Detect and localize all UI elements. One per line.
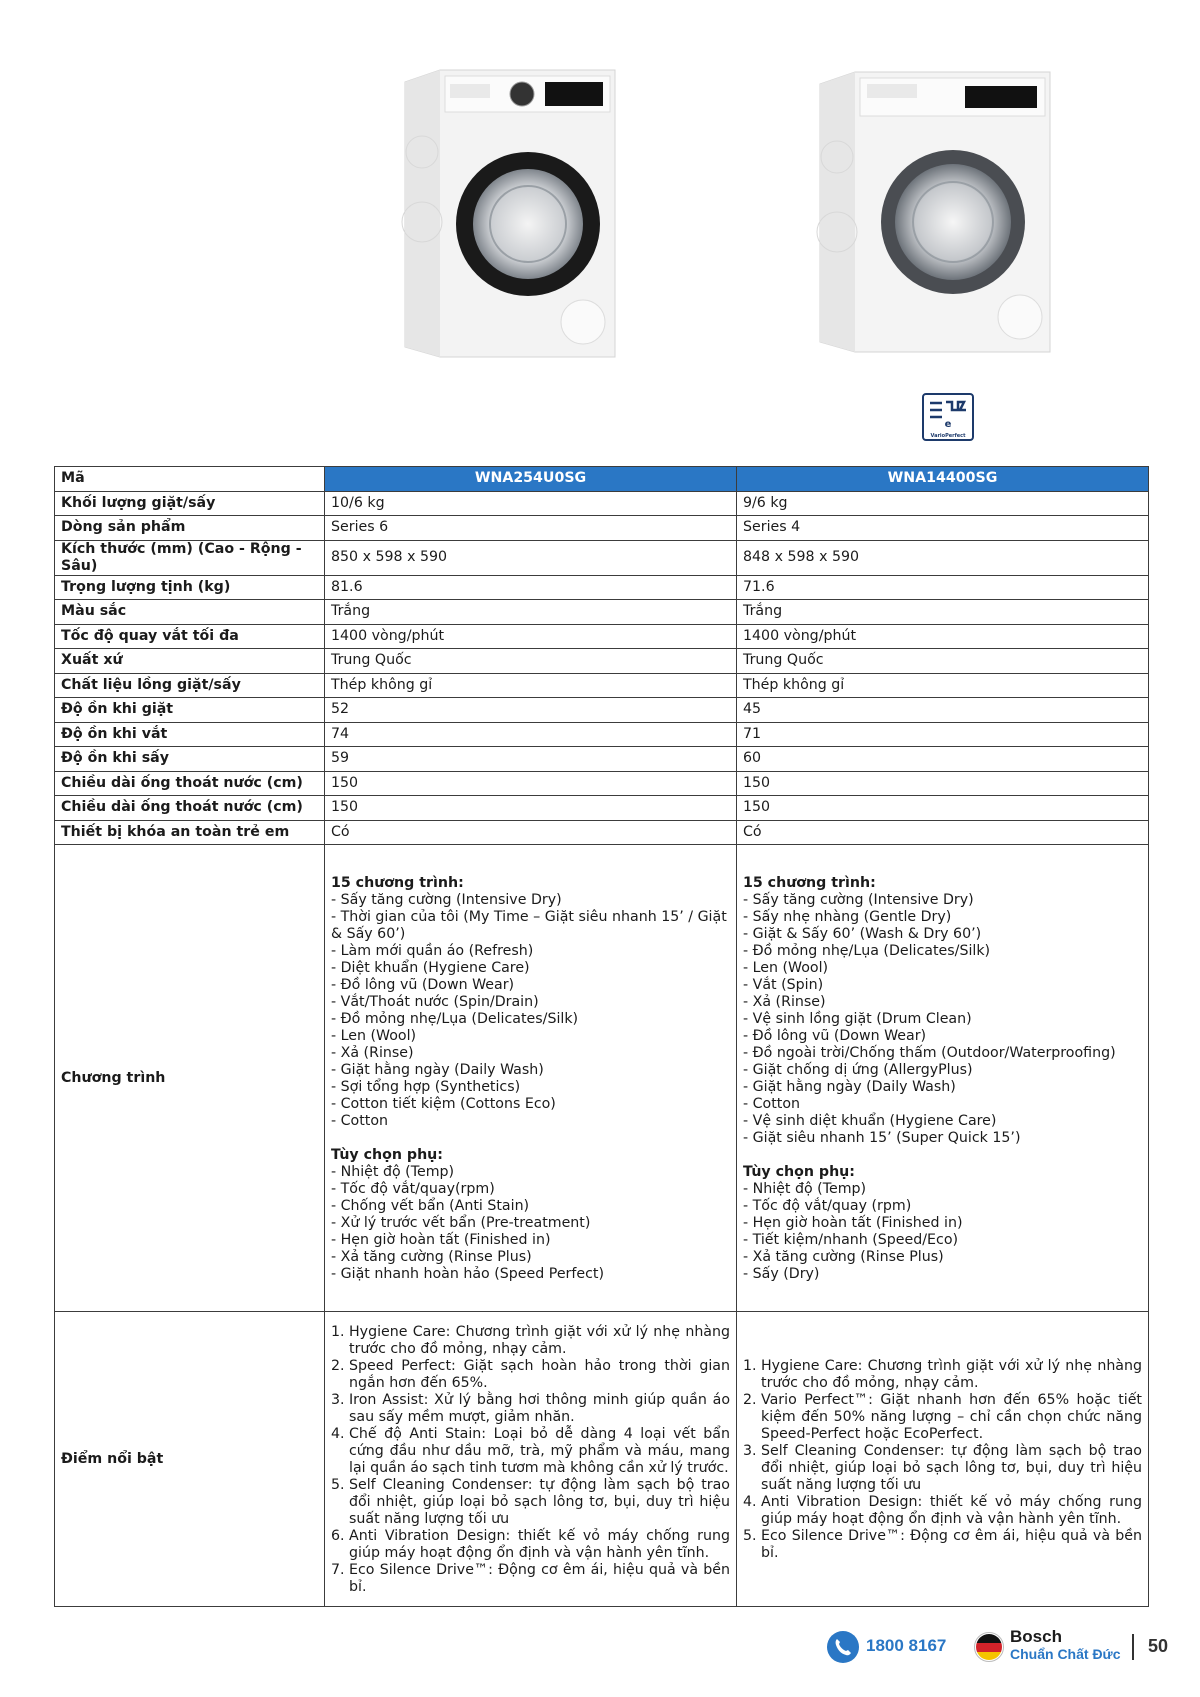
table-row [55,673,1149,698]
programs-list [743,892,1142,1147]
list-item: - Giặt hằng ngày (Daily Wash) [743,1079,956,1095]
list-item: 1. Hygiene Care: Chương trình giặt với xử lý nhẹ nhàng trước cho đồ mỏng, nhạy cảm. [349,1324,730,1358]
hotline-number[interactable]: 1800 8167 [866,1636,947,1655]
row-label: Thiết bị khóa an toàn trẻ em [55,820,325,845]
list-item: - Đồ lông vũ (Down Wear) [743,1028,927,1044]
row-value-model-2: 71.6 [737,575,1149,600]
list-item: - Hẹn giờ hoàn tất (Finished in) [743,1215,963,1231]
phone-icon [826,1630,860,1664]
row-label: Khối lượng giặt/sấy [55,491,325,516]
washer-dryer-image-1 [400,62,620,362]
row-value-model-1: Series 6 [325,516,737,541]
list-item: - Cotton tiết kiệm (Cottons Eco) [331,1096,556,1112]
highlights-model-2 [737,1312,1149,1607]
highlights-model-1 [325,1312,737,1607]
row-value-model-2: Series 4 [737,516,1149,541]
vario-perfect-label: VarioPerfect [930,433,966,439]
list-item: - Diệt khuẩn (Hygiene Care) [331,960,530,976]
footer-divider [1132,1634,1134,1660]
list-item: - Tốc độ vắt/quay(rpm) [331,1181,495,1197]
row-value-model-1: 1400 vòng/phút [325,624,737,649]
list-item: - Làm mới quần áo (Refresh) [331,943,534,959]
options-list [743,1181,1142,1283]
list-item: - Xả (Rinse) [743,994,826,1010]
row-value-model-1: Trung Quốc [325,649,737,674]
list-item: - Cotton [743,1096,801,1112]
list-item: - Vệ sinh diệt khuẩn (Hygiene Care) [743,1113,997,1129]
table-row [55,722,1149,747]
row-label: Chương trình [55,845,325,1312]
list-item: 7. Eco Silence Drive™: Động cơ êm ái, hiệu quả và bền bỉ. [349,1562,730,1596]
row-value-model-1: 10/6 kg [325,491,737,516]
row-value-model-2: 150 [737,771,1149,796]
row-value-model-1: 150 [325,796,737,821]
row-value-model-2: 150 [737,796,1149,821]
row-label: Màu sắc [55,600,325,625]
row-label: Trọng lượng tịnh (kg) [55,575,325,600]
row-value-model-1: 150 [325,771,737,796]
row-value-model-2: Thép không gỉ [737,673,1149,698]
footer [826,1628,1186,1668]
page-number: 50 [1148,1636,1169,1656]
row-value-model-2: Trắng [737,600,1149,625]
list-item: - Giặt nhanh hoàn hảo (Speed Perfect) [331,1266,604,1282]
list-item: - Chống vết bẩn (Anti Stain) [331,1198,530,1214]
list-item: - Xả tăng cường (Rinse Plus) [743,1249,944,1265]
list-item: - Tiết kiệm/nhanh (Speed/Eco) [743,1232,959,1248]
list-item: - Vắt/Thoát nước (Spin/Drain) [331,994,539,1010]
row-value-model-1: Trắng [325,600,737,625]
row-value-model-2: 71 [737,722,1149,747]
header-label: Mã [55,467,325,492]
list-item: - Len (Wool) [331,1028,417,1044]
table-row [55,624,1149,649]
spacer [743,1147,1142,1164]
list-item: 4. Chế độ Anti Stain: Loại bỏ dễ dàng 4 loại vết bẩn cứng đầu như dầu mỡ, trà, mỹ phẩm và máu, mang lại quần áo sạch tinh tươm mà không cần xử lý trước. [349,1426,730,1477]
row-label: Kích thước (mm) (Cao - Rộng - Sâu) [55,540,325,575]
list-item: - Vệ sinh lồng giặt (Drum Clean) [743,1011,972,1027]
programs-list-model-2 [737,845,1149,1312]
list-item: 3. Iron Assist: Xử lý bằng hơi thông minh giúp quần áo sau sấy mềm mượt, giảm nhăn. [349,1392,730,1426]
list-item: - Vắt (Spin) [743,977,824,993]
table-row [55,698,1149,723]
row-label: Chất liệu lồng giặt/sấy [55,673,325,698]
list-item: - Sấy (Dry) [743,1266,820,1282]
table-row [55,820,1149,845]
list-item: - Giặt siêu nhanh 15’ (Super Quick 15’) [743,1130,1021,1146]
table-row [55,771,1149,796]
row-value-model-1: Có [325,820,737,845]
row-value-model-2: 1400 vòng/phút [737,624,1149,649]
row-value-model-2: 60 [737,747,1149,772]
list-item: - Len (Wool) [743,960,829,976]
table-row [55,796,1149,821]
list-item: - Giặt chống dị ứng (AllergyPlus) [743,1062,973,1078]
row-value-model-2: Trung Quốc [737,649,1149,674]
programs-title: 15 chương trình: [743,875,876,891]
list-item: 4. Anti Vibration Design: thiết kế vỏ máy chống rung giúp máy hoạt động ổn định và vận hành yên tĩnh. [761,1494,1142,1528]
list-item: - Hẹn giờ hoàn tất (Finished in) [331,1232,551,1248]
spec-table [54,466,1149,1607]
table-row [55,516,1149,541]
options-title: Tùy chọn phụ: [331,1147,443,1163]
list-item: 2. Speed Perfect: Giặt sạch hoàn hảo trong thời gian ngắn hơn đến 65%. [349,1358,730,1392]
row-value-model-1: Thép không gỉ [325,673,737,698]
list-item: - Sấy nhẹ nhàng (Gentle Dry) [743,909,952,925]
list-item: - Cotton [331,1113,389,1129]
list-item: - Sấy tăng cường (Intensive Dry) [331,892,562,908]
list-item: 2. Vario Perfect™: Giặt nhanh hơn đến 65% hoặc tiết kiệm đến 50% năng lượng – chỉ cần chọn chức năng Speed-Perfect hoặc EcoPerfect. [761,1392,1142,1443]
list-item: - Thời gian của tôi (My Time – Giặt siêu nhanh 15’ / Giặt & Sấy 60’) [331,909,727,942]
list-item: - Đồ lông vũ (Down Wear) [331,977,515,993]
programs-list-model-1 [325,845,737,1312]
list-item: - Nhiệt độ (Temp) [743,1181,867,1197]
list-item: - Đồ ngoài trời/Chống thấm (Outdoor/Waterproofing) [743,1045,1116,1061]
list-item: 6. Anti Vibration Design: thiết kế vỏ máy chống rung giúp máy hoạt động ổn định và vận hành yên tĩnh. [349,1528,730,1562]
row-label: Dòng sản phẩm [55,516,325,541]
table-header-row [55,467,1149,492]
table-row [55,649,1149,674]
list-item: - Sấy tăng cường (Intensive Dry) [743,892,974,908]
row-label: Chiều dài ống thoát nước (cm) [55,771,325,796]
highlights-row [55,1312,1149,1607]
vario-perfect-icon [922,393,974,441]
row-value-model-1: 59 [325,747,737,772]
list-item: - Đồ mỏng nhẹ/Lụa (Delicates/Silk) [743,943,991,959]
list-item: 5. Eco Silence Drive™: Động cơ êm ái, hiệu quả và bền bỉ. [761,1528,1142,1562]
highlights-list [331,1324,730,1596]
row-value-model-1: 74 [325,722,737,747]
programs-list [331,892,730,1130]
row-value-model-2: 9/6 kg [737,491,1149,516]
highlights-list [743,1358,1142,1562]
washer-dryer-image-2 [815,62,1055,356]
table-row [55,600,1149,625]
list-item: - Đồ mỏng nhẹ/Lụa (Delicates/Silk) [331,1011,579,1027]
brand-slogan: Chuẩn Chất Đức [1010,1646,1121,1662]
table-row [55,491,1149,516]
programs-row [55,845,1149,1312]
row-value-model-2: Có [737,820,1149,845]
table-row [55,575,1149,600]
row-value-model-1: 81.6 [325,575,737,600]
row-value-model-1: 52 [325,698,737,723]
options-list [331,1164,730,1283]
model-name: WNA14400SG [737,467,1149,492]
row-label: Điểm nổi bật [55,1312,325,1607]
table-row [55,540,1149,575]
list-item: 1. Hygiene Care: Chương trình giặt với xử lý nhẹ nhàng trước cho đồ mỏng, nhạy cảm. [761,1358,1142,1392]
list-item: - Xả (Rinse) [331,1045,414,1061]
model-name: WNA254U0SG [325,467,737,492]
list-item: - Sợi tổng hợp (Synthetics) [331,1079,521,1095]
list-item: - Tốc độ vắt/quay (rpm) [743,1198,912,1214]
list-item: 5. Self Cleaning Condenser: tự động làm sạch bộ trao đổi nhiệt, giúp loại bỏ sạch lông tơ, bụi, duy trì hiệu suất năng lượng tối ưu [349,1477,730,1528]
row-label: Độ ồn khi giặt [55,698,325,723]
row-label: Xuất xứ [55,649,325,674]
list-item: - Giặt hằng ngày (Daily Wash) [331,1062,544,1078]
germany-flag-icon [974,1632,1004,1662]
spacer [331,1130,730,1147]
row-label: Độ ồn khi vắt [55,722,325,747]
list-item: - Nhiệt độ (Temp) [331,1164,455,1180]
programs-title: 15 chương trình: [331,875,464,891]
list-item: - Xử lý trước vết bẩn (Pre-treatment) [331,1215,591,1231]
row-label: Độ ồn khi sấy [55,747,325,772]
row-label: Tốc độ quay vắt tối đa [55,624,325,649]
row-value-model-1: 850 x 598 x 590 [325,540,737,575]
list-item: - Giặt & Sấy 60’ (Wash & Dry 60’) [743,926,982,942]
svg-text:e: e [944,419,952,430]
brand-name: Bosch [1010,1627,1062,1646]
row-value-model-2: 45 [737,698,1149,723]
row-value-model-2: 848 x 598 x 590 [737,540,1149,575]
options-title: Tùy chọn phụ: [743,1164,855,1180]
list-item: - Xả tăng cường (Rinse Plus) [331,1249,532,1265]
table-row [55,747,1149,772]
row-label: Chiều dài ống thoát nước (cm) [55,796,325,821]
list-item: 3. Self Cleaning Condenser: tự động làm sạch bộ trao đổi nhiệt, giúp loại bỏ sạch lông tơ, bụi, duy trì hiệu suất năng lượng tối ưu [761,1443,1142,1494]
